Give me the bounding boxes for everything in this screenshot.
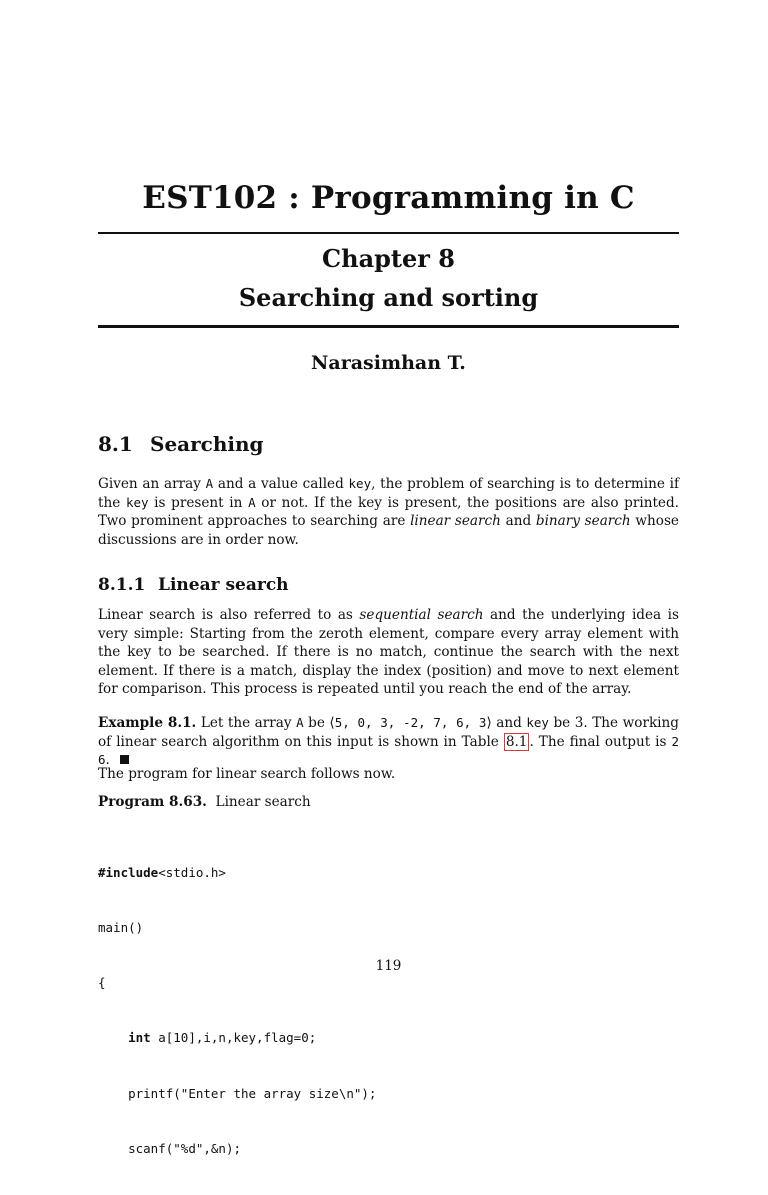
angle-close: ⟩ (486, 715, 492, 731)
program-intro-text: The program for linear search follows now. (98, 766, 396, 782)
example-text: Let the array (196, 715, 297, 731)
code-line (98, 1029, 376, 1047)
intro-code-key: key (125, 494, 149, 510)
chapter-title: Searching and sorting (238, 283, 539, 312)
code-listing (98, 827, 376, 1195)
document-title: EST102 : Programming in C (142, 180, 635, 216)
code-text: printf("Enter the array size\n"); (128, 1085, 377, 1101)
example-text: . (105, 752, 110, 769)
intro-text: or not. If the key is present, the positions are also printed. Two prominent approaches to searching are (98, 494, 679, 530)
code-text: scanf("%d",&n); (128, 1140, 241, 1156)
example-text: and (491, 715, 527, 731)
example-output: 2 6 (98, 733, 679, 768)
section-title: Searching (150, 432, 264, 456)
subsection-number: 8.1.1 (98, 575, 146, 595)
example-label: Example 8.1. (98, 715, 197, 731)
section-number: 8.1 (98, 432, 133, 456)
code-text: <stdio.h> (158, 864, 226, 880)
linear-emphasis: sequential search (359, 607, 484, 623)
program-label: Program 8.63. (98, 794, 207, 810)
page-number: 119 (375, 958, 402, 974)
code-text: { (98, 975, 106, 991)
document-page (98, 0, 680, 1156)
example-code-array: A (296, 715, 304, 730)
code-keyword: int (128, 1030, 151, 1046)
code-indent (98, 1141, 128, 1156)
author-name: Narasimhan T. (311, 352, 466, 374)
intro-emphasis: linear search (410, 513, 501, 530)
code-indent (98, 1086, 128, 1101)
intro-text: , the problem of searching is to determine if the (98, 476, 679, 511)
linear-text: and the underlying idea is very simple: Starting from the zeroth element, compare every array element with the key to be searched. If there is no match, continue the search with the next element. If there is a match, display the index (position) and move to next element for comparison. This process is repeated until you reach the end of the array. (98, 607, 680, 698)
title-rule-top (98, 232, 679, 234)
code-line (98, 1140, 376, 1158)
linear-text: Linear search is also referred to as (98, 607, 360, 623)
code-line (98, 864, 376, 882)
linear-search-paragraph (98, 606, 679, 699)
subsection-heading (98, 575, 289, 595)
program-caption-text: Linear search (215, 794, 311, 810)
angle-open: ⟨ (329, 715, 335, 731)
section-heading (98, 432, 264, 456)
code-keyword: #include (98, 864, 159, 880)
intro-text: and (500, 513, 536, 530)
intro-emphasis: binary search (535, 513, 631, 530)
example-array-values: 5, 0, 3, -2, 7, 6, 3 (334, 715, 487, 730)
subsection-title: Linear search (158, 575, 289, 595)
section-intro-paragraph (98, 475, 679, 549)
example-code-key: key (526, 715, 549, 730)
code-text: main() (98, 920, 144, 936)
code-line (98, 1085, 376, 1103)
program-caption (98, 793, 679, 812)
code-line (98, 974, 376, 992)
chapter-number: Chapter 8 (322, 244, 455, 273)
example-paragraph (98, 714, 679, 770)
intro-code-array: A (205, 476, 214, 491)
code-indent (98, 1030, 128, 1045)
intro-code-array: A (248, 494, 256, 510)
table-reference-link[interactable]: 8.1 (505, 733, 528, 750)
end-of-example-square-icon (120, 755, 129, 764)
intro-text: is present in (148, 494, 249, 511)
intro-text: Given an array (98, 476, 206, 492)
code-line (98, 919, 376, 937)
example-text: be 3. The working of linear search algorithm on this input is shown in Table (98, 715, 679, 750)
title-rule-bottom (98, 325, 679, 328)
intro-text: and a value called (213, 476, 349, 492)
example-text: . The final output is (529, 733, 672, 750)
example-text: be (303, 715, 330, 731)
code-text: a[10],i,n,key,flag=0; (150, 1030, 317, 1046)
intro-text: whose discussions are in order now. (98, 513, 679, 548)
intro-code-key: key (348, 476, 372, 491)
